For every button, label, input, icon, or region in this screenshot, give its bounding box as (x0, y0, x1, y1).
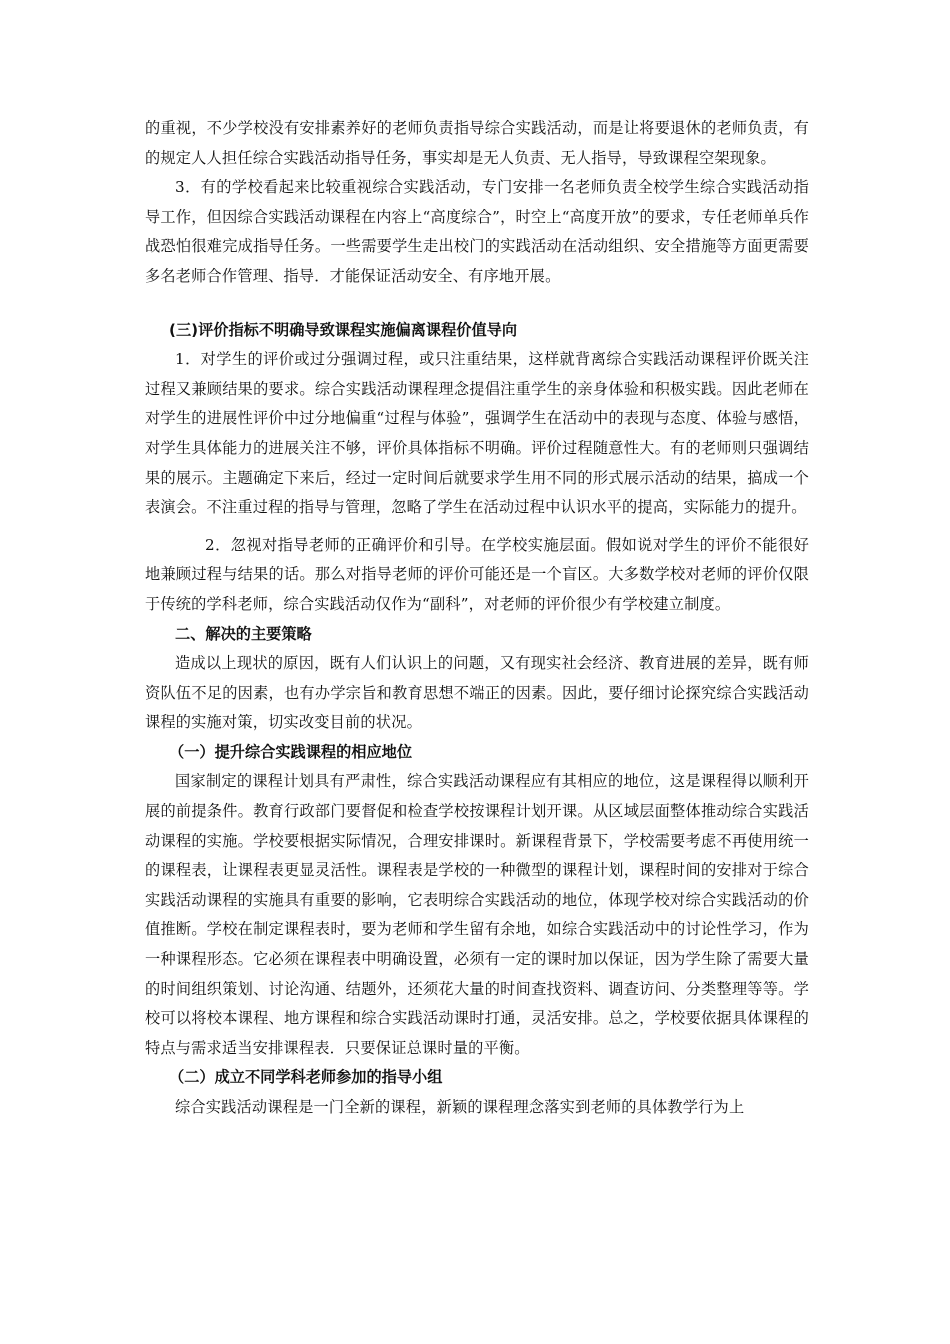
paragraph-item-3: 3．有的学校看起来比较重视综合实践活动，专门安排一名老师负责全校学生综合实践活动指导工作，但因综合实践活动课程在内容上“高度综合”，时空上“高度开放”的要求，专任老师单兵作战恐怕很难完成指导任务。一些需要学生走出校门的实践活动在活动组织、安全措施等方面更需要多名老师合作管理、指导．才能保证活动安全、有序地开展。 (145, 178, 809, 285)
document-body (145, 114, 809, 1123)
paragraph-status: 国家制定的课程计划具有严肃性，综合实践活动课程应有其相应的地位，这是课程得以顺利开展的前提条件。教育行政部门要督促和检查学校按课程计划开课。从区域层面整体推动综合实践活动课程的实施。学校要根据实际情况，合理安排课时。新课程背景下，学校需要考虑不再使用统一的课程表，让课程表更显灵活性。课程表是学校的一种微型的课程计划，课程时间的安排对于综合实践活动课程的实施具有重要的影响，它表明综合实践活动的地位，体现学校对综合实践活动的价值推断。学校在制定课程表时，要为老师和学生留有余地，如综合实践活动中的讨论性学习，作为一种课程形态。它必须在课程表中明确设置，必须有一定的课时加以保证，因为学生除了需要大量的时间组织策划、讨论沟通、结题外，还须花大量的时间查找资料、调查访问、分类整理等等。学校可以将校本课程、地方课程和综合实践活动课时打通，灵活安排。总之，学校要依据具体课程的特点与需求适当安排课程表．只要保证总课时量的平衡。 (145, 772, 809, 1057)
paragraph-evaluation-1: 1．对学生的评价或过分强调过程，或只注重结果，这样就背离综合实践活动课程评价既关注过程又兼顾结果的要求。综合实践活动课程理念提倡注重学生的亲身体验和积极实践。因此老师在对学生的进展性评价中过分地偏重“过程与体验”，强调学生在活动中的表现与态度、体验与感悟，对学生具体能力的进展关注不够，评价具体指标不明确。评价过程随意性大。有的老师则只强调结果的展示。主题确定下来后，经过一定时间后就要求学生用不同的形式展示活动的结果，搞成一个表演会。不注重过程的指导与管理，忽略了学生在活动过程中认识水平的提高，实际能力的提升。 (145, 350, 809, 517)
paragraph-strategies-intro: 造成以上现状的原因，既有人们认识上的问题，又有现实社会经济、教育进展的差异，既有师资队伍不足的因素，也有办学宗旨和教育思想不端正的因素。因此，要仔细讨论探究综合实践活动课程的实施对策，切实改变目前的状况。 (145, 654, 809, 732)
section-heading-evaluation: (三)评价指标不明确导致课程实施偏离课程价值导向 (169, 320, 518, 339)
paragraph-continued: 的重视，不少学校没有安排素养好的老师负责指导综合实践活动，而是让将要退休的老师负责，有的规定人人担任综合实践活动指导任务，事实却是无人负责、无人指导，导致课程空架现象。 (145, 119, 809, 167)
paragraph-spacer (145, 523, 809, 531)
paragraph-evaluation-2: 2．忽视对指导老师的正确评价和引导。在学校实施层面。假如说对学生的评价不能很好地兼顾过程与结果的话。那么对指导老师的评价可能还是一个盲区。大多数学校对老师的评价仅限于传统的学科老师，综合实践活动仅作为“副科”，对老师的评价很少有学校建立制度。 (145, 535, 809, 613)
subsection-heading-status: （一）提升综合实践课程的相应地位 (169, 742, 412, 761)
section-spacer (145, 292, 809, 316)
subsection-heading-guidance-group: （二）成立不同学科老师参加的指导小组 (169, 1068, 443, 1087)
paragraph-guidance-group: 综合实践活动课程是一门全新的课程，新颖的课程理念落实到老师的具体教学行为上 (175, 1098, 745, 1116)
section-heading-strategies: 二、解决的主要策略 (175, 624, 312, 643)
